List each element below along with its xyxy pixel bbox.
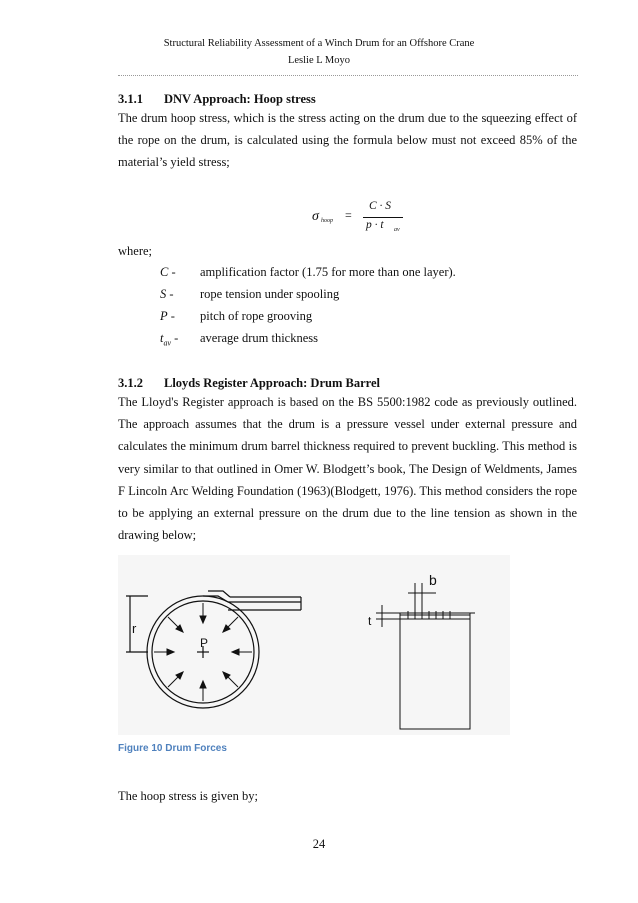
formula-denominator-subscript: av bbox=[394, 227, 400, 233]
pressure-label: P bbox=[200, 636, 209, 650]
hoop-stress-formula bbox=[312, 200, 422, 240]
page-number: 24 bbox=[312, 837, 326, 851]
pitch-label: b bbox=[429, 572, 437, 588]
running-header-author: Leslie L Moyo bbox=[287, 55, 350, 66]
definition-symbol: S - bbox=[160, 287, 174, 301]
figure-caption: Figure 10 Drum Forces bbox=[118, 743, 227, 754]
running-header-title: Structural Reliability Assessment of a Winch Drum for an Offshore Crane bbox=[163, 38, 475, 49]
formula-denominator: p · t bbox=[366, 219, 384, 231]
section-title: Lloyds Register Approach: Drum Barrel bbox=[164, 376, 380, 390]
section-number: 3.1.1 bbox=[118, 92, 143, 106]
definition-text: average drum thickness bbox=[200, 331, 319, 345]
radius-label: r bbox=[132, 621, 137, 636]
formula-sigma: σ bbox=[312, 209, 319, 224]
section-title: DNV Approach: Hoop stress bbox=[164, 92, 316, 106]
definition-symbol: P - bbox=[160, 309, 175, 323]
figure-background bbox=[118, 555, 510, 735]
definition-text: amplification factor (1.75 for more than one layer). bbox=[200, 265, 456, 279]
formula-fraction-bar bbox=[363, 217, 403, 218]
definition-text: pitch of rope grooving bbox=[200, 309, 313, 323]
closing-text: The hoop stress is given by; bbox=[118, 789, 258, 803]
hoop-stress-paragraph: The drum hoop stress, which is the stress acting on the drum due to the squeezing effect of the rope on the drum, is calculated using the formula below must not exceed 85% of the material’s yield stress; bbox=[118, 111, 577, 170]
header-rule bbox=[118, 75, 578, 76]
definition-text: rope tension under spooling bbox=[200, 287, 340, 301]
section-3-1-2-heading bbox=[118, 376, 380, 391]
lloyds-register-paragraph: The Lloyd's Register approach is based on the BS 5500:1982 code as previously outlined. The approach assumes that the drum is a pressure vessel under external pressure and calculates the minimum drum barrel thickness required to prevent buckling. This method is very similar to that outlined in Omer W. Blodgett’s book, The Design of Weldments, James F Lincoln Arc Welding Foundation (1963)(Blodgett, 1976). This method considers the rope to be applying an external pressure on the drum due to the line tension as shown in the drawing below; bbox=[118, 395, 577, 543]
formula-numerator: C · S bbox=[369, 200, 392, 212]
section-3-1-1-heading bbox=[118, 92, 316, 107]
definition-symbol: C - bbox=[160, 265, 176, 279]
drum-forces-figure bbox=[118, 555, 510, 735]
section-number: 3.1.2 bbox=[118, 376, 143, 390]
formula-sigma-subscript: hoop bbox=[321, 218, 333, 224]
symbol-definitions bbox=[118, 265, 578, 355]
thickness-label: t bbox=[368, 614, 372, 628]
definition-symbol: $t_{av}$ - bbox=[160, 331, 179, 348]
where-label: where; bbox=[118, 244, 153, 258]
formula-equals: = bbox=[345, 208, 352, 222]
